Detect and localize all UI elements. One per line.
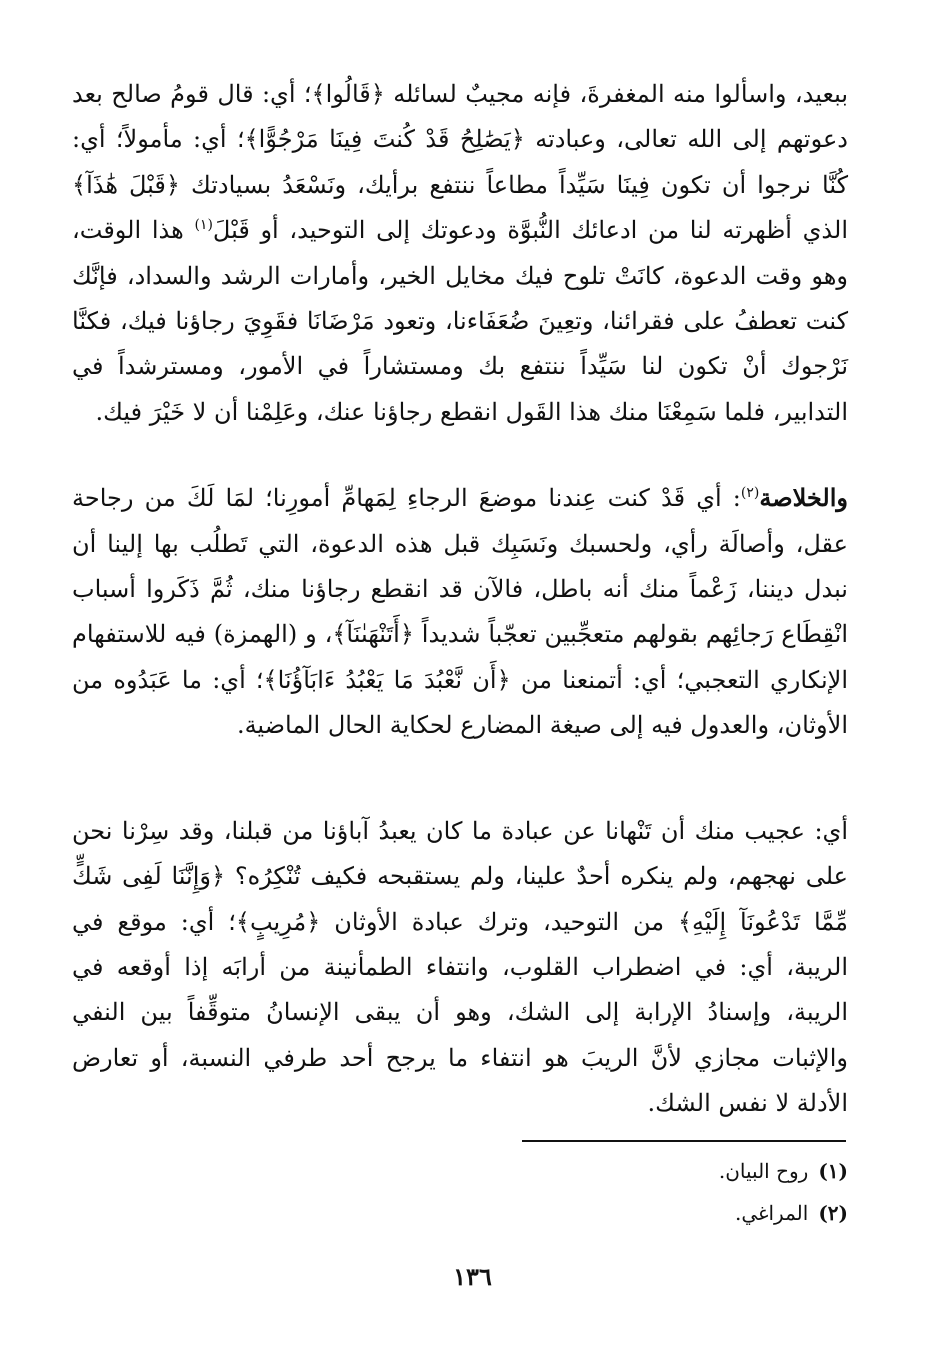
footnote-2 <box>520 1192 848 1234</box>
page-number: ١٣٦ <box>453 1262 492 1291</box>
footnote-divider <box>522 1140 846 1142</box>
paragraph-2-text: : أي قَدْ كنت عِندنا موضعَ الرجاءِ لِمَهامِّ أمورِنا؛ لمَا لَكَ من رجاحة عقل، وأصالَة رأي، ولحسبك ونَسَبِك قبل هذه الدعوة، التي تَطلُب بها إلينا أن نبدل ديننا، زَعْماً منك أنه باطل، فالآن قد انقطع رجاؤنا منك، ثُمَّ ذَكَروا أسباب انْقِطَاع رَجائِهم بقولهم متعجِّبين تعجّباً شديداً ﴿أَتَنْهَىٰنَآ﴾، و (الهمزة) فيه للاستفهام الإنكاري التعجبي؛ أي: أتمنعنا من ﴿أَن نَّعْبُدَ مَا يَعْبُدُ ءَابَآؤُنَا﴾؛ أي: ما عَبَدُوه من الأوثان، والعدول فيه إلى صيغة المضارع لحكاية الحال الماضية. <box>72 484 848 740</box>
paragraph-3: أي: عجيب منك أن تَنْهانا عن عبادة ما كان يعبدُ آباؤنا من قبلنا، وقد سِرْنا نحن على نهجهم، ولم ينكره أحدٌ علينا، ولم يستقبحه فكيف تُنْكِرُه؟ ﴿وَإِنَّنَا لَفِى شَكٍّ مِّمَّا تَدْعُونَآ إِلَيْهِ﴾ من التوحيد، وترك عبادة الأوثان ﴿مُرِيبٍ﴾؛ أي: موقع في الريبة، أي: في اضطراب القلوب، وانتفاء الطمأنينة من أرابَه إذا أوقعه في الريبة، وإسنادُ الإرابة إلى الشك، وهو أن يبقى الإنسانُ متوقِّفاً بين النفي والإثبات مجازي لأنَّ الريبَ هو انتفاء ما يرجح أحد طرفي النسبة، أو تعارض الأدلة لا نفس الشك. <box>72 816 848 1118</box>
footnote-1-text: روح البيان. <box>718 1159 809 1183</box>
footnote-ref-1: (١) <box>194 217 213 234</box>
footnote-2-number: (٢) <box>818 1201 848 1225</box>
footnote-2-text: المراغي. <box>735 1201 809 1225</box>
footnote-ref-2: (٢) <box>740 485 760 502</box>
paragraph-1 <box>72 72 848 435</box>
summary-heading: والخلاصة <box>759 483 848 513</box>
paragraph-2 <box>72 475 848 748</box>
page-body <box>72 72 848 1127</box>
paragraph-1-rest: هذا الوقت، وهو وقت الدعوة، كانَتْ تلوح فيك مخايل الخير، وأمارات الرشد والسداد، فإنَّك كنت تعطفُ على فقرائنا، وتعِينَ ضُعَفَاءنا، وتعود مَرْضَانَا فقَوِيَ رجاؤنا فيك، فكنَّا نَرْجوك أنْ تكون لنا سَيِّداً ننتفع بك ومستشاراً في الأمور، ومسترشداً في التدابير، فلما سَمِعْنَا منك هذا القَول انقطع رجاؤنا عنك، وعَلِمْنا أن لا خَيْرَ فيك. <box>72 216 849 426</box>
footnotes <box>520 1150 848 1234</box>
footnote-1-number: (١) <box>818 1159 848 1183</box>
paragraph-1-text: ببعيد، واسألوا منه المغفرةَ، فإنه مجيبٌ لسائله ﴿قَالُوا﴾؛ أي: قال قومُ صالح بعد دعوتهم إلى الله تعالى، وعبادته ﴿يَصَٰلِحُ قَدْ كُنتَ فِينَا مَرْجُوًّا﴾؛ أي: مأمولاً؛ أي: كُنَّا نرجوا أن تكون فِينَا سَيِّداً مطاعاً ننتفع برأيك، ونَسْعَدُ بسيادتك ﴿قَبْلَ هَٰذَآ﴾ الذي أظهرته لنا من ادعائك النُّبوَّة ودعوتك إلى التوحيد، أو قَبْلَ <box>72 80 848 245</box>
footnote-1 <box>520 1150 848 1192</box>
